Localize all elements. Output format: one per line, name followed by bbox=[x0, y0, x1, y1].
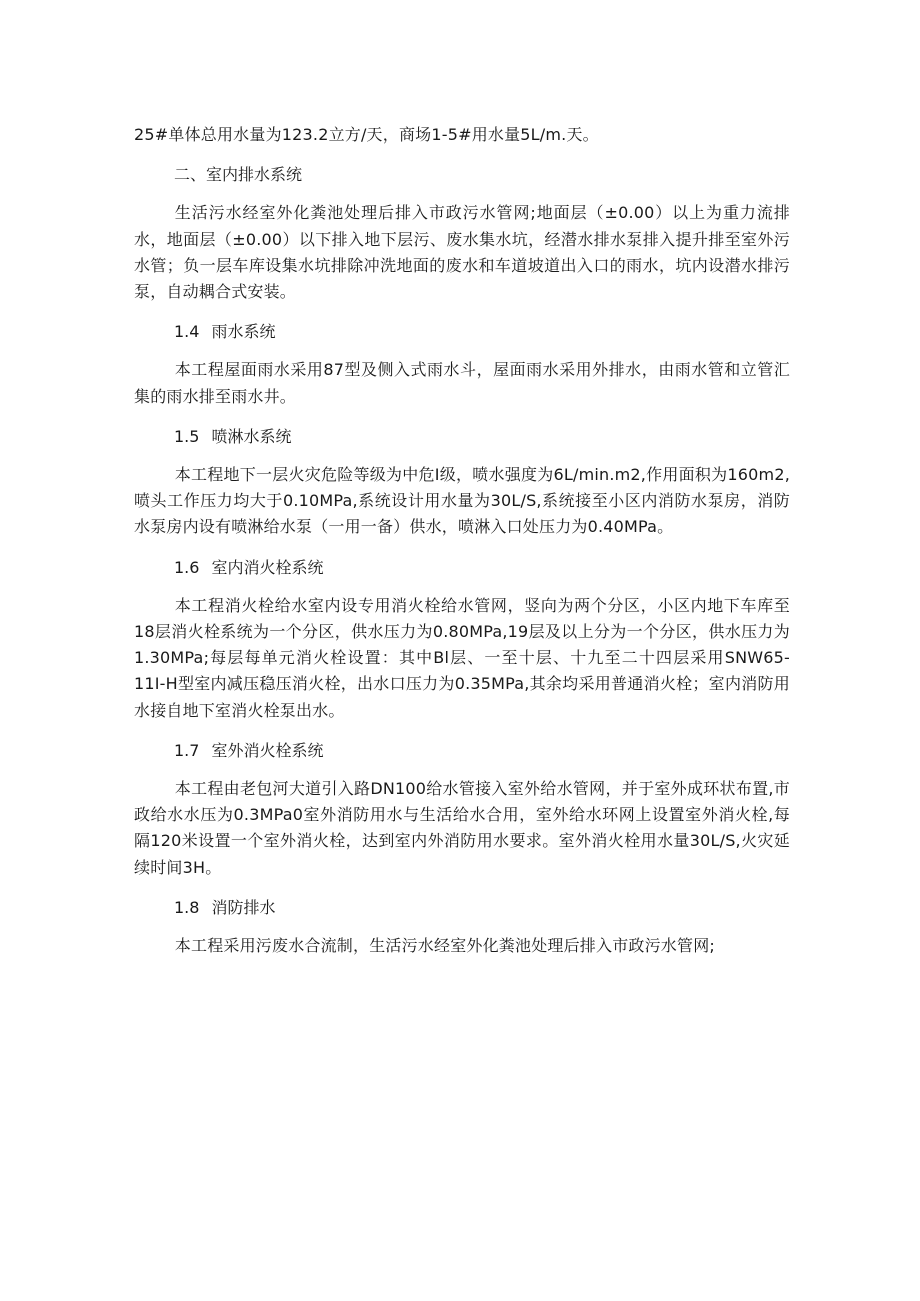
section-title: 喷淋水系统 bbox=[211, 426, 292, 446]
section-number: 1.8 bbox=[174, 897, 200, 917]
section-number: 1.6 bbox=[174, 557, 200, 577]
section-title: 雨水系统 bbox=[211, 322, 276, 342]
paragraph-sprinkler: 本工程地下一层火灾危险等级为中危Ⅰ级，喷水强度为6L/min.m2,作用面积为160m2,喷头工作压力均大于0.10MPa,系统设计用水量为30L/S,系统接至小区内消防水泵房，消防水泵房内设有喷淋给水泵（一用一备）供水，喷淋入口处压力为0.40MPa。 bbox=[134, 465, 790, 537]
section-heading-rainwater bbox=[134, 319, 790, 345]
paragraph-water-usage: 25#单体总用水量为123.2立方/天，商场1-5#用水量5L/m.天。 bbox=[134, 125, 599, 144]
section-heading-indoor-drainage: 二、室内排水系统 bbox=[174, 165, 303, 185]
section-number: 1.4 bbox=[174, 322, 200, 342]
document-body bbox=[134, 122, 790, 959]
paragraph-fire-drainage: 本工程采用污废水合流制，生活污水经室外化粪池处理后排入市政污水管网; bbox=[174, 936, 715, 956]
section-heading-indoor-hydrant bbox=[134, 555, 790, 581]
paragraph-indoor-hydrant: 本工程消火栓给水室内设专用消火栓给水管网，竖向为两个分区，小区内地下车库至18层消火栓系统为一个分区，供水压力为0.80MPa,19层及以上分为一个分区，供水压力为1.30MPa;每层每单元消火栓设置：其中Bl层、一至十层、十九至二十四层采用SNW65-11I-H型室内减压稳压消火栓，出水口压力为0.35MPa,其余均采用普通消火栓；室内消防用水接自地下室消火栓泵出水。 bbox=[134, 595, 790, 720]
paragraph-indoor-drainage: 生活污水经室外化粪池处理后排入市政污水管网;地面层（±0.00）以上为重力流排水，地面层（±0.00）以下排入地下层污、废水集水坑，经潜水排水泵排入提升排至室外污水管；负一层车库设集水坑排除冲洗地面的废水和车道坡道出入口的雨水，坑内设潜水排污泵，自动耦合式安装。 bbox=[134, 203, 790, 302]
paragraph-rainwater: 本工程屋面雨水采用87型及侧入式雨水斗，屋面雨水采用外排水，由雨水管和立管汇集的雨水排至雨水井。 bbox=[134, 360, 790, 406]
section-title: 室外消火栓系统 bbox=[211, 740, 324, 760]
section-heading-outdoor-hydrant bbox=[134, 738, 790, 764]
paragraph-outdoor-hydrant: 本工程由老包河大道引入路DN100给水管接入室外给水管网，并于室外成环状布置,市政给水水压为0.3MPa0室外消防用水与生活给水合用，室外给水环网上设置室外消火栓,每隔120米设置一个室外消火栓，达到室内外消防用水要求。室外消火栓用水量30L/S,火灾延续时间3H。 bbox=[134, 779, 790, 877]
section-title: 消防排水 bbox=[211, 897, 276, 917]
section-number: 1.7 bbox=[174, 740, 200, 760]
section-heading-fire-drainage bbox=[134, 895, 790, 921]
section-title: 室内消火栓系统 bbox=[211, 557, 324, 577]
section-number: 1.5 bbox=[174, 426, 200, 446]
section-heading-sprinkler bbox=[134, 424, 790, 450]
